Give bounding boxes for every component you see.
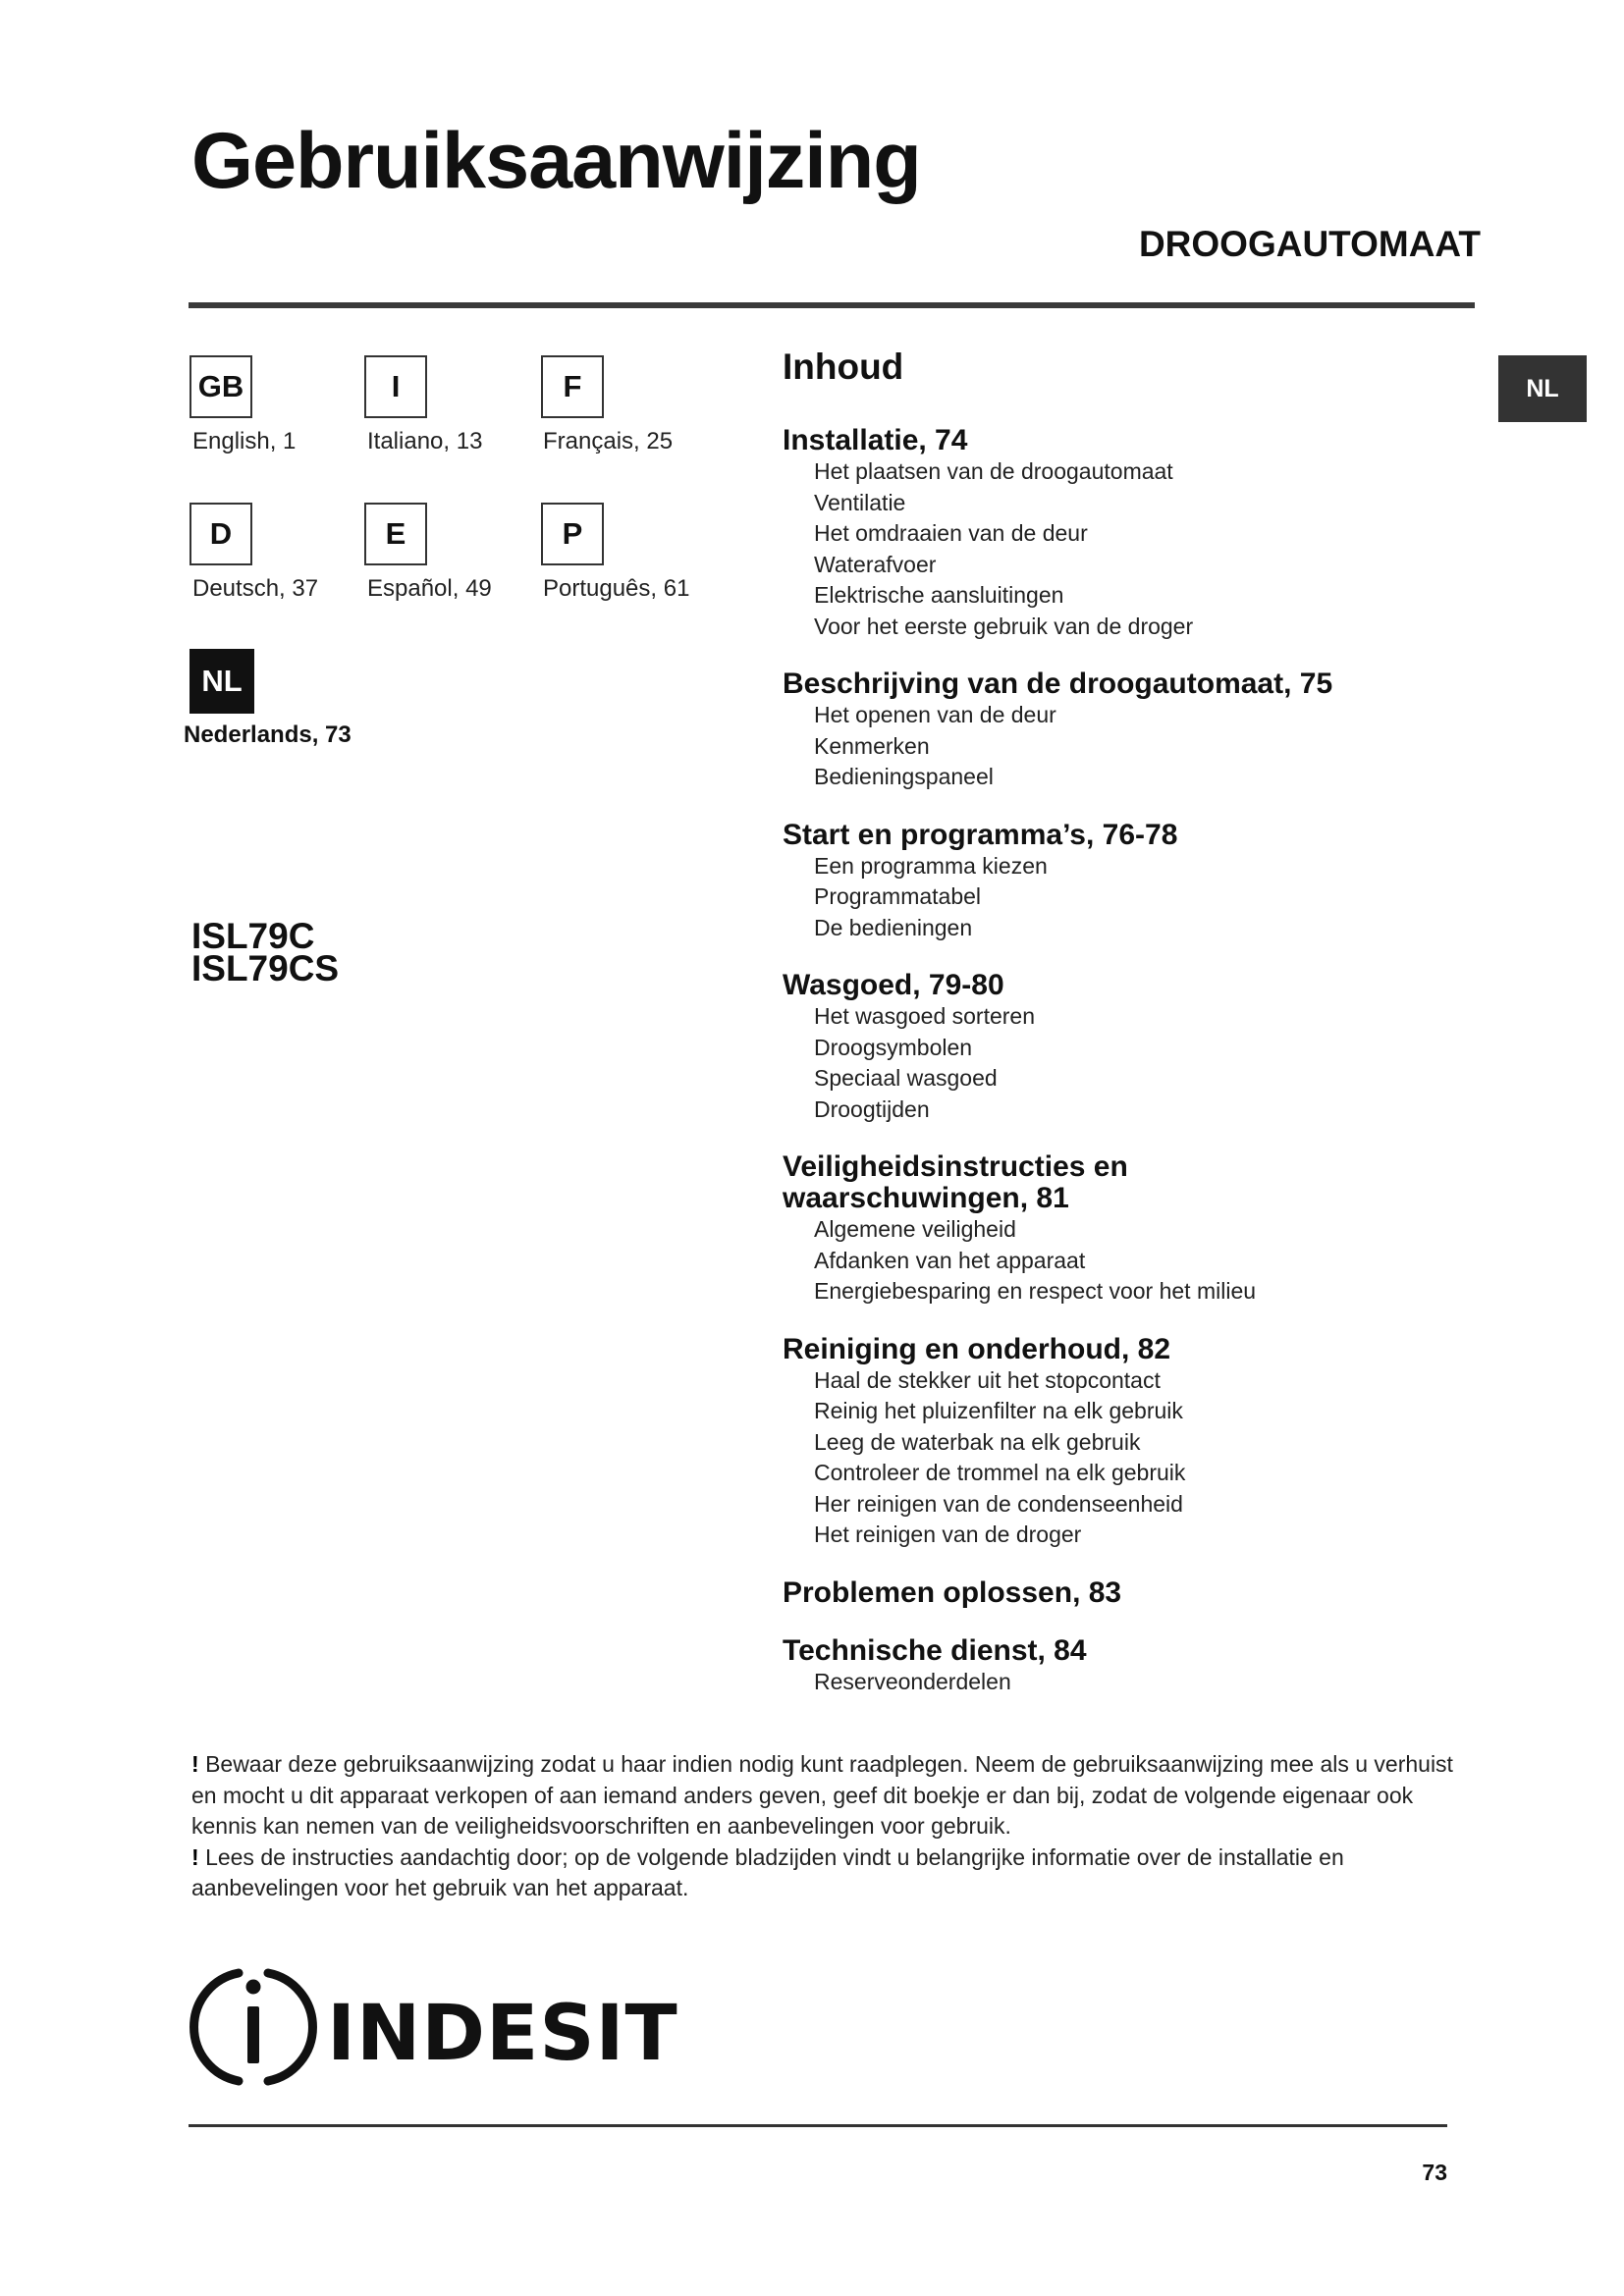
note-text: Lees de instructies aandachtig door; op de volgende bladzijden vindt u belangrijke informatie over de installatie en aanbevelingen voor het gebruik van het apparaat.: [191, 1843, 1344, 1900]
bottom-rule: [189, 2124, 1447, 2127]
notes-block: [191, 1749, 1458, 1904]
table-of-contents: [783, 347, 1489, 1724]
lang-label-p: Português, 61: [543, 575, 690, 602]
toc-item: Controleer de trommel na elk gebruik: [814, 1460, 1186, 1485]
note-paragraph: [191, 1842, 1458, 1904]
lang-label-nl: Nederlands, 73: [184, 721, 352, 748]
toc-section-installatie: [783, 425, 1489, 642]
toc-item: Algemene veiligheid: [814, 1216, 1016, 1242]
toc-item: Afdanken van het apparaat: [814, 1247, 1086, 1273]
toc-item: Het plaatsen van de droogautomaat: [814, 458, 1173, 484]
lang-label-d: Deutsch, 37: [192, 575, 319, 602]
indesit-logo-mark: [193, 1965, 678, 2089]
toc-item: Her reinigen van de condenseenheid: [814, 1490, 1183, 1517]
model-numbers: [191, 916, 340, 988]
toc-section-title: Reiniging en onderhoud, 82: [783, 1332, 1171, 1365]
toc-item: De bedieningen: [814, 914, 973, 940]
toc-section-reiniging: [783, 1334, 1489, 1551]
toc-section-title: Veiligheidsinstructies en: [783, 1150, 1128, 1183]
model-number: ISL79C: [191, 916, 315, 956]
lang-box-d: D: [189, 503, 252, 565]
toc-section-title: Beschrijving van de droogautomaat, 75: [783, 667, 1333, 700]
toc-section-title: Problemen oplossen, 83: [783, 1575, 1122, 1609]
lang-box-f: F: [541, 355, 604, 418]
lang-box-e: E: [364, 503, 427, 565]
warning-mark: !: [191, 1751, 199, 1777]
top-rule: [189, 302, 1475, 308]
model-number: ISL79CS: [191, 948, 340, 988]
toc-item: Reinig het pluizenfilter na elk gebruik: [814, 1398, 1183, 1423]
toc-title: Inhoud: [783, 347, 904, 387]
toc-item: Het wasgoed sorteren: [814, 1003, 1036, 1029]
lang-box-nl: NL: [189, 649, 254, 714]
toc-section-beschrijving: [783, 668, 1489, 793]
toc-item: Reserveonderdelen: [814, 1668, 1011, 1694]
toc-section-title: Technische dienst, 84: [783, 1633, 1087, 1667]
toc-section-start: [783, 820, 1489, 944]
lang-label-gb: English, 1: [192, 428, 297, 454]
lang-box-p: P: [541, 503, 604, 565]
toc-item: Bedieningspaneel: [814, 764, 994, 789]
indesit-logo: [193, 1965, 678, 2089]
toc-item: Kenmerken: [814, 732, 930, 759]
note-text: Bewaar deze gebruiksaanwijzing zodat u haar indien nodig kunt raadplegen. Neem de gebruiksaanwijzing mee als u verhuist en mocht u dit apparaat verkopen of aan iemand anders geven, geef dit boekje er dan bij, zodat de volgende eigenaar ook kennis kan nemen van de veiligheidsvoorschriften en aanbevelingen voor gebruik.: [191, 1751, 1453, 1839]
toc-item: Haal de stekker uit het stopcontact: [814, 1366, 1161, 1393]
lang-box-i: I: [364, 355, 427, 418]
page-number: 73: [1422, 2160, 1447, 2185]
toc-item: Leeg de waterbak na elk gebruik: [814, 1428, 1141, 1455]
toc-item: Het reinigen van de droger: [814, 1522, 1082, 1547]
toc-item: Speciaal wasgoed: [814, 1065, 998, 1091]
toc-section-title: Wasgoed, 79-80: [783, 969, 1004, 1001]
toc-item: Een programma kiezen: [814, 852, 1048, 879]
toc-item: Het openen van de deur: [814, 702, 1056, 727]
toc-item: Droogtijden: [814, 1095, 930, 1122]
toc-item: Energiebesparing en respect voor het milieu: [814, 1278, 1257, 1304]
toc-item: Programmatabel: [814, 883, 982, 909]
note-paragraph: [191, 1749, 1458, 1842]
toc-item: Voor het eerste gebruik van de droger: [814, 613, 1194, 639]
toc-section-title: waarschuwingen, 81: [783, 1182, 1069, 1214]
lang-label-e: Español, 49: [367, 575, 492, 602]
lang-label-i: Italiano, 13: [367, 428, 483, 454]
product-type-heading: DROOGAUTOMAAT: [1138, 224, 1481, 264]
brand-wordmark: INDESIT: [327, 1990, 678, 2078]
toc-section-wasgoed: [783, 970, 1489, 1125]
toc-section-technische-dienst: [783, 1635, 1489, 1698]
lang-box-gb: GB: [189, 355, 252, 418]
toc-item: Het omdraaien van de deur: [814, 520, 1088, 546]
language-side-tab: NL: [1498, 355, 1587, 422]
toc-section-title: Installatie, 74: [783, 424, 968, 456]
lang-label-f: Français, 25: [543, 428, 674, 454]
toc-item: Elektrische aansluitingen: [814, 582, 1064, 608]
toc-section-veiligheid: [783, 1151, 1489, 1308]
toc-section-problemen: [783, 1577, 1489, 1609]
page-title: Gebruiksaanwijzing: [191, 117, 921, 205]
warning-mark: !: [191, 1843, 199, 1870]
toc-item: Waterafvoer: [814, 551, 937, 577]
toc-item: Ventilatie: [814, 489, 906, 515]
toc-item: Droogsymbolen: [814, 1034, 973, 1060]
toc-section-title: Start en programma’s, 76-78: [783, 818, 1178, 851]
